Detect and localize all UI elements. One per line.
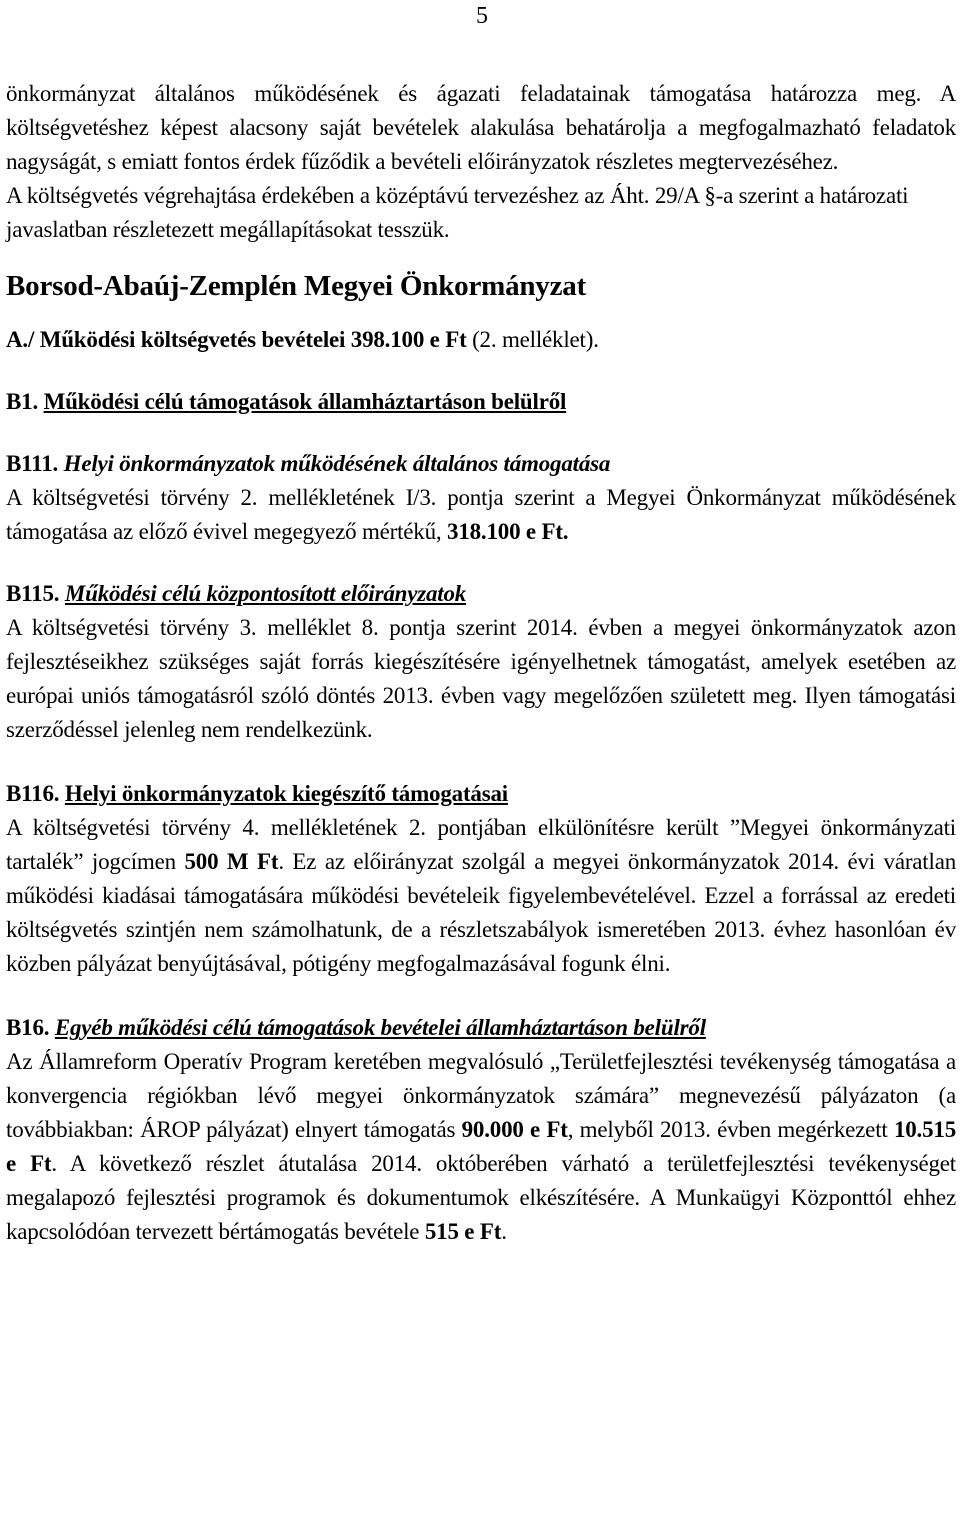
section-a-title: A./ Működési költségvetés bevételei 398.100 e Ft [6,327,467,352]
b115-code: B115. [6,581,60,606]
section-a-heading [6,323,956,357]
b16-amount-3: 515 e Ft [424,1219,502,1244]
b16-amount-1: 90.000 e Ft [461,1117,568,1142]
b116-heading [6,777,956,811]
b16-amount-2: 10.515 e Ft [6,1117,957,1176]
b16-text-1: Az Államreform Operatív Program keretében megvalósuló „Területfejlesztési tevékenység támogatása a konvergencia régiókban lévő megyei önkormányzatok számára” megnevezésű pályázaton (a továbbiakban: ÁROP pályázat) elnyert támogatás [6,1049,956,1142]
b111-title: Helyi önkormányzatok működésének általános támogatása [63,451,611,476]
b111-amount: 318.100 e Ft. [447,519,569,544]
page-content [6,77,956,1249]
b115-heading [6,577,956,611]
b116-paragraph [6,811,956,981]
b111-heading [6,447,956,481]
b116-text-before: A költségvetési törvény 4. mellékletének 2. pontjában elkülönítésre került ”Megyei önkormányzati tartalék” jogcímen [6,815,956,874]
b1-heading [6,385,956,419]
b111-text: A költségvetési törvény 2. mellékletének I/3. pontja szerint a Megyei Önkormányzat működésének támogatása az előző évivel megegyező mértékű, [6,485,956,544]
b116-title: Helyi önkormányzatok kiegészítő támogatásai [64,781,508,806]
b116-code: B116. [6,781,60,806]
section-a-suffix: (2. melléklet). [466,327,599,352]
b111-code: B111. [6,451,59,476]
b16-title: Egyéb működési célú támogatások bevételei államháztartáson belülről [54,1015,706,1040]
intro-paragraph-1: önkormányzat általános működésének és ágazati feladatainak támogatása határozza meg. A költségvetéshez képest alacsony saját bevételek alakulása behatárolja a megfogalmazható feladatok nagyságát, s emiatt fontos érdek fűződik a bevételi előirányzatok részletes megtervezéséhez. [6,81,956,174]
b115-paragraph: A költségvetési törvény 3. melléklet 8. pontja szerint 2014. évben a megyei önkormányzatok azon fejlesztéseikhez szükséges saját forrás kiegészítésére igényelhetnek támogatást, amelyek esetében az európai uniós támogatásról szóló döntés 2013. évben vagy megelőzően született meg. Ilyen támogatási szerződéssel jelenleg nem rendelkezünk. [6,615,956,742]
page-number: 5 [476,3,488,29]
b111-paragraph [6,481,956,549]
b16-heading [6,1011,956,1045]
b116-amount: 500 M Ft [184,849,279,874]
b16-text-4: . [501,1219,507,1244]
b116-text-after: . Ez az előirányzat szolgál a megyei önkormányzatok 2014. évi váratlan működési kiadásai támogatására működési bevételeik figyelembevételével. Ezzel a forrással az eredeti költségvetés szintjén nem számolhatunk, de a részletszabályok ismeretében 2013. évhez hasonlóan év közben pályázat benyújtásával, pótigény megfogalmazásával fogunk élni. [6,849,957,976]
b16-text-2: , melyből 2013. évben megérkezett [567,1117,894,1142]
b115-title: Működési célú központosított előirányzatok [64,581,467,606]
b16-code: B16. [6,1015,50,1040]
organization-title: Borsod-Abaúj-Zemplén Megyei Önkormányzat [6,270,587,302]
b1-code: B1. [6,389,38,414]
b1-title: Működési célú támogatások államháztartáson belülről [43,389,567,414]
b16-text-3: . A következő részlet átutalása 2014. októberében várható a területfejlesztési tevékenységet megalapozó fejlesztési programok és dokumentumok elkészítésére. A Munkaügyi Központtól ehhez kapcsolódóan tervezett bértámogatás bevétele [6,1151,957,1244]
b16-paragraph [6,1045,956,1249]
intro-paragraph-2: A költségvetés végrehajtása érdekében a középtávú tervezéshez az Áht. 29/A §-a szerint a határozati javaslatban részletezett megállapításokat tesszük. [6,183,909,242]
